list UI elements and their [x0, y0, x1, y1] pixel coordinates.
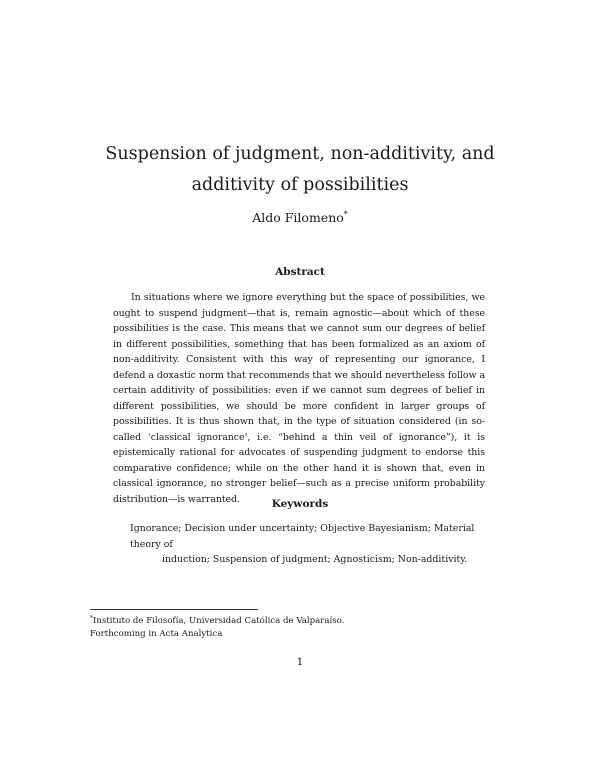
footnote-rule [90, 609, 258, 610]
footnote [90, 613, 344, 627]
page-number: 1 [296, 656, 304, 668]
paper-title: Suspension of judgment, non-additivity, and additivity of possibilities [105, 144, 495, 195]
keywords-line-1: Ignorance; Decision under uncertainty; Objective Bayesianism; Material theory of [130, 523, 475, 550]
forthcoming-note: Forthcoming in Acta Analytica [90, 629, 223, 639]
abstract-text: In situations where we ignore everything but the space of possibilities, we ought to suspend judgment—that is, remain agnostic—about which of these possibilities is the case. This means that we cannot sum our degrees of belief in different possibilities, something that has been formalized as an axiom of non-additivity. Consistent with this way of representing our ignorance, I defend a doxastic norm that recommends that we should nevertheless follow a certain additivity of possibilities: even if we cannot sum degrees of belief in different possibilities, we should be more confident in larger groups of possibilities. It is thus shown that, in the type of situation considered (in so-called ‘classical ignorance’, i.e. “behind a thin veil of ignorance”), it is epistemically rational for advocates of suspending judgment to endorse this comparative confidence; while on the other hand it is shown that, even in classical ignorance, no stronger belief—such as a precise uniform probability distribution—is warranted. [113, 292, 485, 505]
abstract-heading: Abstract [275, 266, 325, 278]
keywords-line-2: induction; Suspension of judgment; Agnosticism; Non-additivity. [162, 554, 468, 565]
keywords-text [130, 521, 484, 568]
author-footnote-mark: * [343, 210, 348, 219]
keywords-heading: Keywords [271, 498, 329, 510]
author-name: Aldo Filomeno [252, 210, 344, 225]
footnote-text: Instituto de Filosofía, Universidad Católica de Valparaíso. [93, 616, 345, 626]
footnote-mark: * [90, 615, 93, 622]
author-line [0, 210, 600, 225]
